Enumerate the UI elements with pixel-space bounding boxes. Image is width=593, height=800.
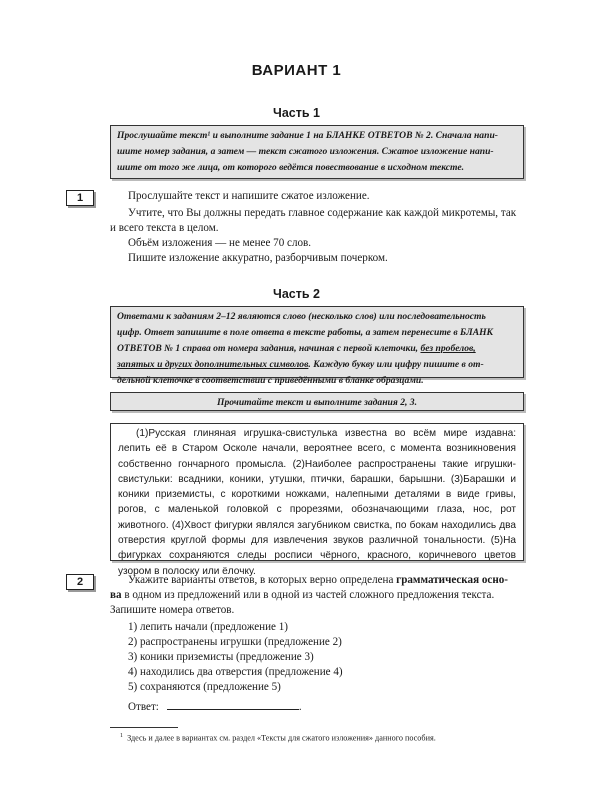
task1-para2-line1: Учтите, что Вы должны передать главное содержание как каждой микротемы, так (128, 207, 517, 219)
task2-line1 (110, 573, 524, 589)
task2-option-3: 3) коники приземисты (предложение 3) (128, 651, 314, 663)
task1-para3: Объём изложения — не менее 70 слов. (128, 237, 312, 249)
footnote (120, 733, 436, 743)
task2-line2 (110, 588, 524, 604)
answer-row (128, 699, 302, 715)
part1-instruction-line-2: шите номер задания, а затем — текст сжатого изложения. Сжатое изложение напи- (117, 146, 494, 157)
task1-number: 1 (66, 190, 94, 206)
part2-instruction-box (110, 306, 524, 386)
part1-title: Часть 1 (273, 106, 320, 120)
task2-option-1: 1) лепить начали (предложение 1) (128, 621, 288, 633)
read-instruction: Прочитайте текст и выполните задания 2, 3. (216, 397, 417, 408)
part2-instruction-underlined-1: без пробелов, (420, 343, 476, 354)
footnote-text: Здесь и далее в вариантах см. раздел «Тексты для сжатого изложения» данного пособия. (127, 733, 436, 743)
part2-instruction-line-3 (117, 341, 517, 357)
task2-number: 2 (66, 574, 94, 590)
part2-instruction-line-3-text: ОТВЕТОВ № 1 справа от номера задания, начиная с первой клеточки, (117, 343, 421, 354)
part2-instruction-line-4 (117, 357, 517, 373)
reading-text-box (110, 423, 524, 577)
task2-option-4: 4) находились два отверстия (предложение 4) (128, 666, 343, 678)
task2-option-2: 2) распространены игрушки (предложение 2) (128, 636, 342, 648)
task2-line2-text: в одном из предложений или в одной из частей сложного предложения текста. (121, 589, 495, 601)
task2-line2-bold: ва (110, 589, 122, 601)
task1-para1: Прослушайте текст и напишите сжатое изложение. (128, 190, 370, 202)
answer-end: . (298, 701, 302, 713)
part2-instruction-line-4-text: . Каждую букву или цифру пишите в от- (308, 359, 484, 370)
task2-option-5: 5) сохраняются (предложение 5) (128, 681, 281, 693)
answer-field[interactable] (167, 699, 299, 710)
part1-instruction-line-3: шите от того же лица, от которого ведётся повествование в исходном тексте. (117, 162, 465, 173)
part2-instruction-line-2: цифр. Ответ запишите в поле ответа в тексте работы, а затем перенесите в БЛАНК (117, 327, 494, 338)
variant-title: ВАРИАНТ 1 (251, 62, 342, 79)
answer-label: Ответ: (128, 701, 159, 713)
task2-line1-text: Укажите варианты ответов, в которых верно определена (128, 574, 397, 586)
part2-title: Часть 2 (273, 287, 320, 301)
task2-line1-bold: грамматическая осно- (396, 574, 508, 586)
part1-instruction-box (110, 125, 524, 179)
part1-instruction-line-1: Прослушайте текст¹ и выполните задание 1 на БЛАНКЕ ОТВЕТОВ № 2. Сначала напи- (117, 130, 498, 141)
footnote-mark: 1 (120, 733, 123, 739)
part2-instruction-underlined-2: запятых и других дополнительных символов (117, 359, 309, 370)
task1-para2-line2: и всего текста в целом. (110, 222, 219, 234)
reading-text: (1)Русская глиняная игрушка-свистулька известна во всём мире издавна: лепить её в Старом Осколе начали, вероятнее всего, с момента возникновения собственно гончарного промысла. (2)Наиболее распространены такие игрушки-свистульки: всадники, коники, утушки, птички, барашки, барышни. (3)Барашки и коники приземисты, с короткими ножками, налепными деталями в виде гривы, рогов, с маленькой головкой с прорезями, обозначающими глаза, нос, рот животного. (4)Хвост фигурки являлся загубником свистка, по бокам находились два отверстия круглой формы для извлечения звуков различной тональности. (5)На фигурках сохраняются следы росписи чёрного, красного, коричневого цветов узором в полоску или ёлочку. (118, 428, 516, 577)
task2-line3: Запишите номера ответов. (110, 604, 235, 616)
read-instruction-box (110, 392, 524, 411)
part2-instruction-line-5: дельной клеточке в соответствии с приведёнными в бланке образцами. (117, 375, 424, 386)
footnote-rule (110, 727, 178, 728)
part2-instruction-line-1: Ответами к заданиям 2–12 являются слово (несколько слов) или последовательность (117, 311, 486, 322)
task1-para4: Пишите изложение аккуратно, разборчивым почерком. (128, 252, 388, 264)
